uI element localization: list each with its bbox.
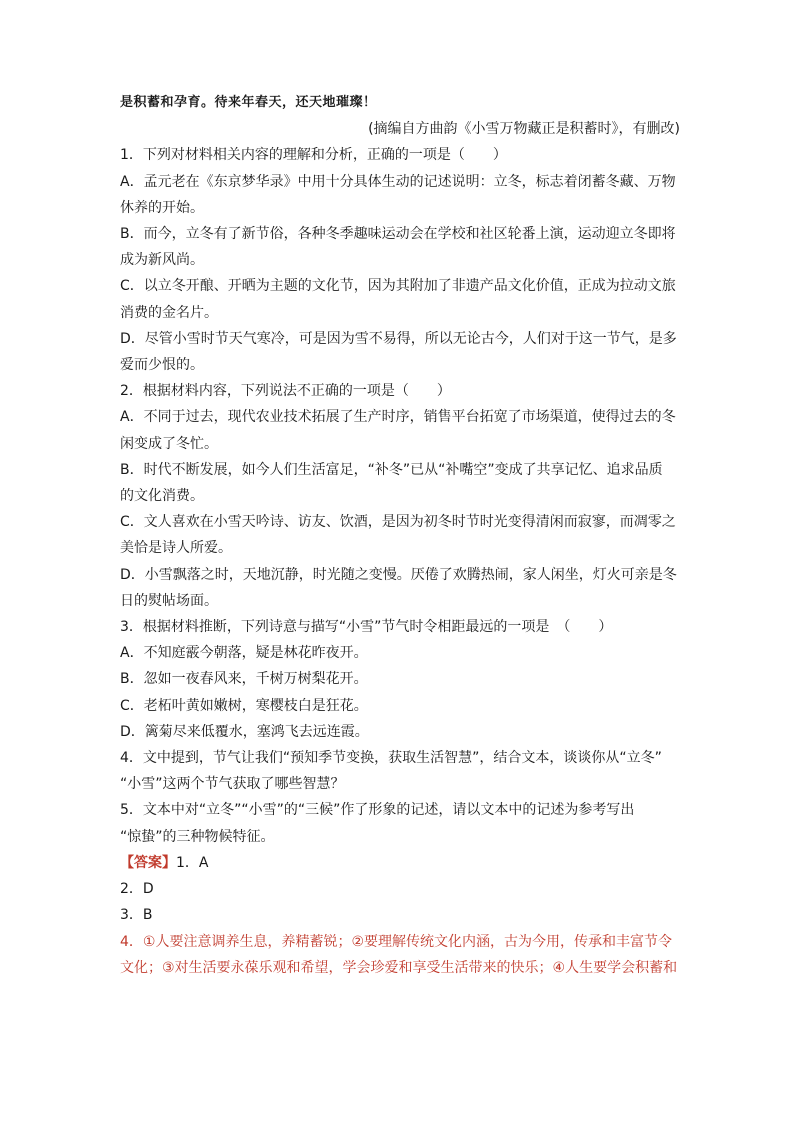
answer-line-1 — [120, 850, 680, 876]
question-3-option-b: B．忽如一夜春风来，千树万树梨花开。 — [120, 671, 368, 688]
question-5-stem: 5．文本中对“立冬”“小雪”的“三候”作了形象的记述，请以文本中的记述为参考写出 — [120, 802, 635, 819]
question-1-option-b-line2: 成为新风尚。 — [120, 252, 204, 269]
answer-2: 2．D — [120, 881, 154, 898]
question-1-option-d-line2: 爱而少恨的。 — [120, 357, 204, 374]
question-3-option-c: C．老柘叶黄如嫩树，寒樱枝白是狂花。 — [120, 697, 368, 714]
answer-label: 【答案】 — [120, 854, 176, 871]
question-2-option-c-line2: 美恰是诗人所爱。 — [120, 540, 232, 557]
question-5-stem-line2: “惊蛰”的三种物候特征。 — [120, 828, 275, 845]
intro-line: 是积蓄和孕育。待来年春天，还天地璀璨！ — [120, 95, 377, 110]
question-3-option-a: A．不知庭霰今朝落，疑是林花昨夜开。 — [120, 645, 368, 662]
question-2-option-d-line1: D．小雪飘落之时，天地沉静，时光随之变慢。厌倦了欢腾热闹，家人闲坐，灯火可亲是冬 — [120, 566, 677, 583]
question-1-option-a-line2: 休养的开始。 — [120, 199, 204, 216]
question-2-option-b-line1: B．时代不断发展，如今人们生活富足，“补冬”已从“补嘴空”变成了共享记忆、追求品质 — [120, 461, 663, 478]
question-2-stem: 2．根据材料内容，下列说法不正确的一项是（ ） — [120, 383, 451, 400]
question-1-option-d-line1: D．尽管小雪时节天气寒冷，可是因为雪不易得，所以无论古今，人们对于这一节气，是多 — [120, 330, 677, 347]
question-3-stem: 3．根据材料推断，下列诗意与描写“小雪”节气时令相距最远的一项是 （ ） — [120, 619, 613, 636]
document-body — [120, 90, 680, 981]
question-2-option-a-line1: A．不同于过去，现代农业技术拓展了生产时序，销售平台拓宽了市场渠道，使得过去的冬 — [120, 409, 676, 426]
answer-4-line1: 4．①人要注意调养生息，养精蓄锐；②要理解传统文化内涵，古为今用，传承和丰富节令 — [120, 933, 673, 950]
question-2-option-b-line2: 的文化消费。 — [120, 488, 204, 505]
question-1-option-a-line1: A．孟元老在《东京梦华录》中用十分具体生动的记述说明：立冬，标志着闭蓄冬藏、万物 — [120, 173, 676, 190]
question-1-option-b-line1: B．而今，立冬有了新节俗，各种冬季趣味运动会在学校和社区轮番上演，运动迎立冬即将 — [120, 226, 676, 243]
answer-3: 3．B — [120, 907, 153, 924]
question-4-stem: 4．文中提到，节气让我们“预知季节变换，获取生活智慧”，结合文本，谈谈你从“立冬” — [120, 750, 662, 767]
question-1-option-c-line1: C．以立冬开酿、开晒为主题的文化节，因为其附加了非遗产品文化价值，正成为拉动文旅 — [120, 278, 676, 295]
question-1-stem: 1．下列对材料相关内容的理解和分析，正确的一项是（ ） — [120, 147, 507, 164]
question-4-stem-line2: “小雪”这两个节气获取了哪些智慧？ — [120, 776, 345, 793]
answer-4-line2: 文化；③对生活要永葆乐观和希望，学会珍爱和享受生活带来的快乐；④人生要学会积蓄和 — [120, 959, 678, 976]
question-3-option-d: D．篱菊尽来低覆水，塞鸿飞去远连霞。 — [120, 723, 369, 740]
question-2-option-d-line2: 日的熨帖场面。 — [120, 592, 218, 609]
question-1-option-c-line2: 消费的金名片。 — [120, 304, 218, 321]
question-2-option-c-line1: C．文人喜欢在小雪天吟诗、访友、饮酒，是因为初冬时节时光变得清闲而寂寥，而凋零之 — [120, 514, 676, 531]
source-citation: (摘编自方曲韵《小雪万物藏正是积蓄时》，有删改) — [368, 121, 680, 138]
question-2-option-a-line2: 闲变成了冬忙。 — [120, 435, 218, 452]
answer-1: 1．A — [176, 854, 209, 871]
